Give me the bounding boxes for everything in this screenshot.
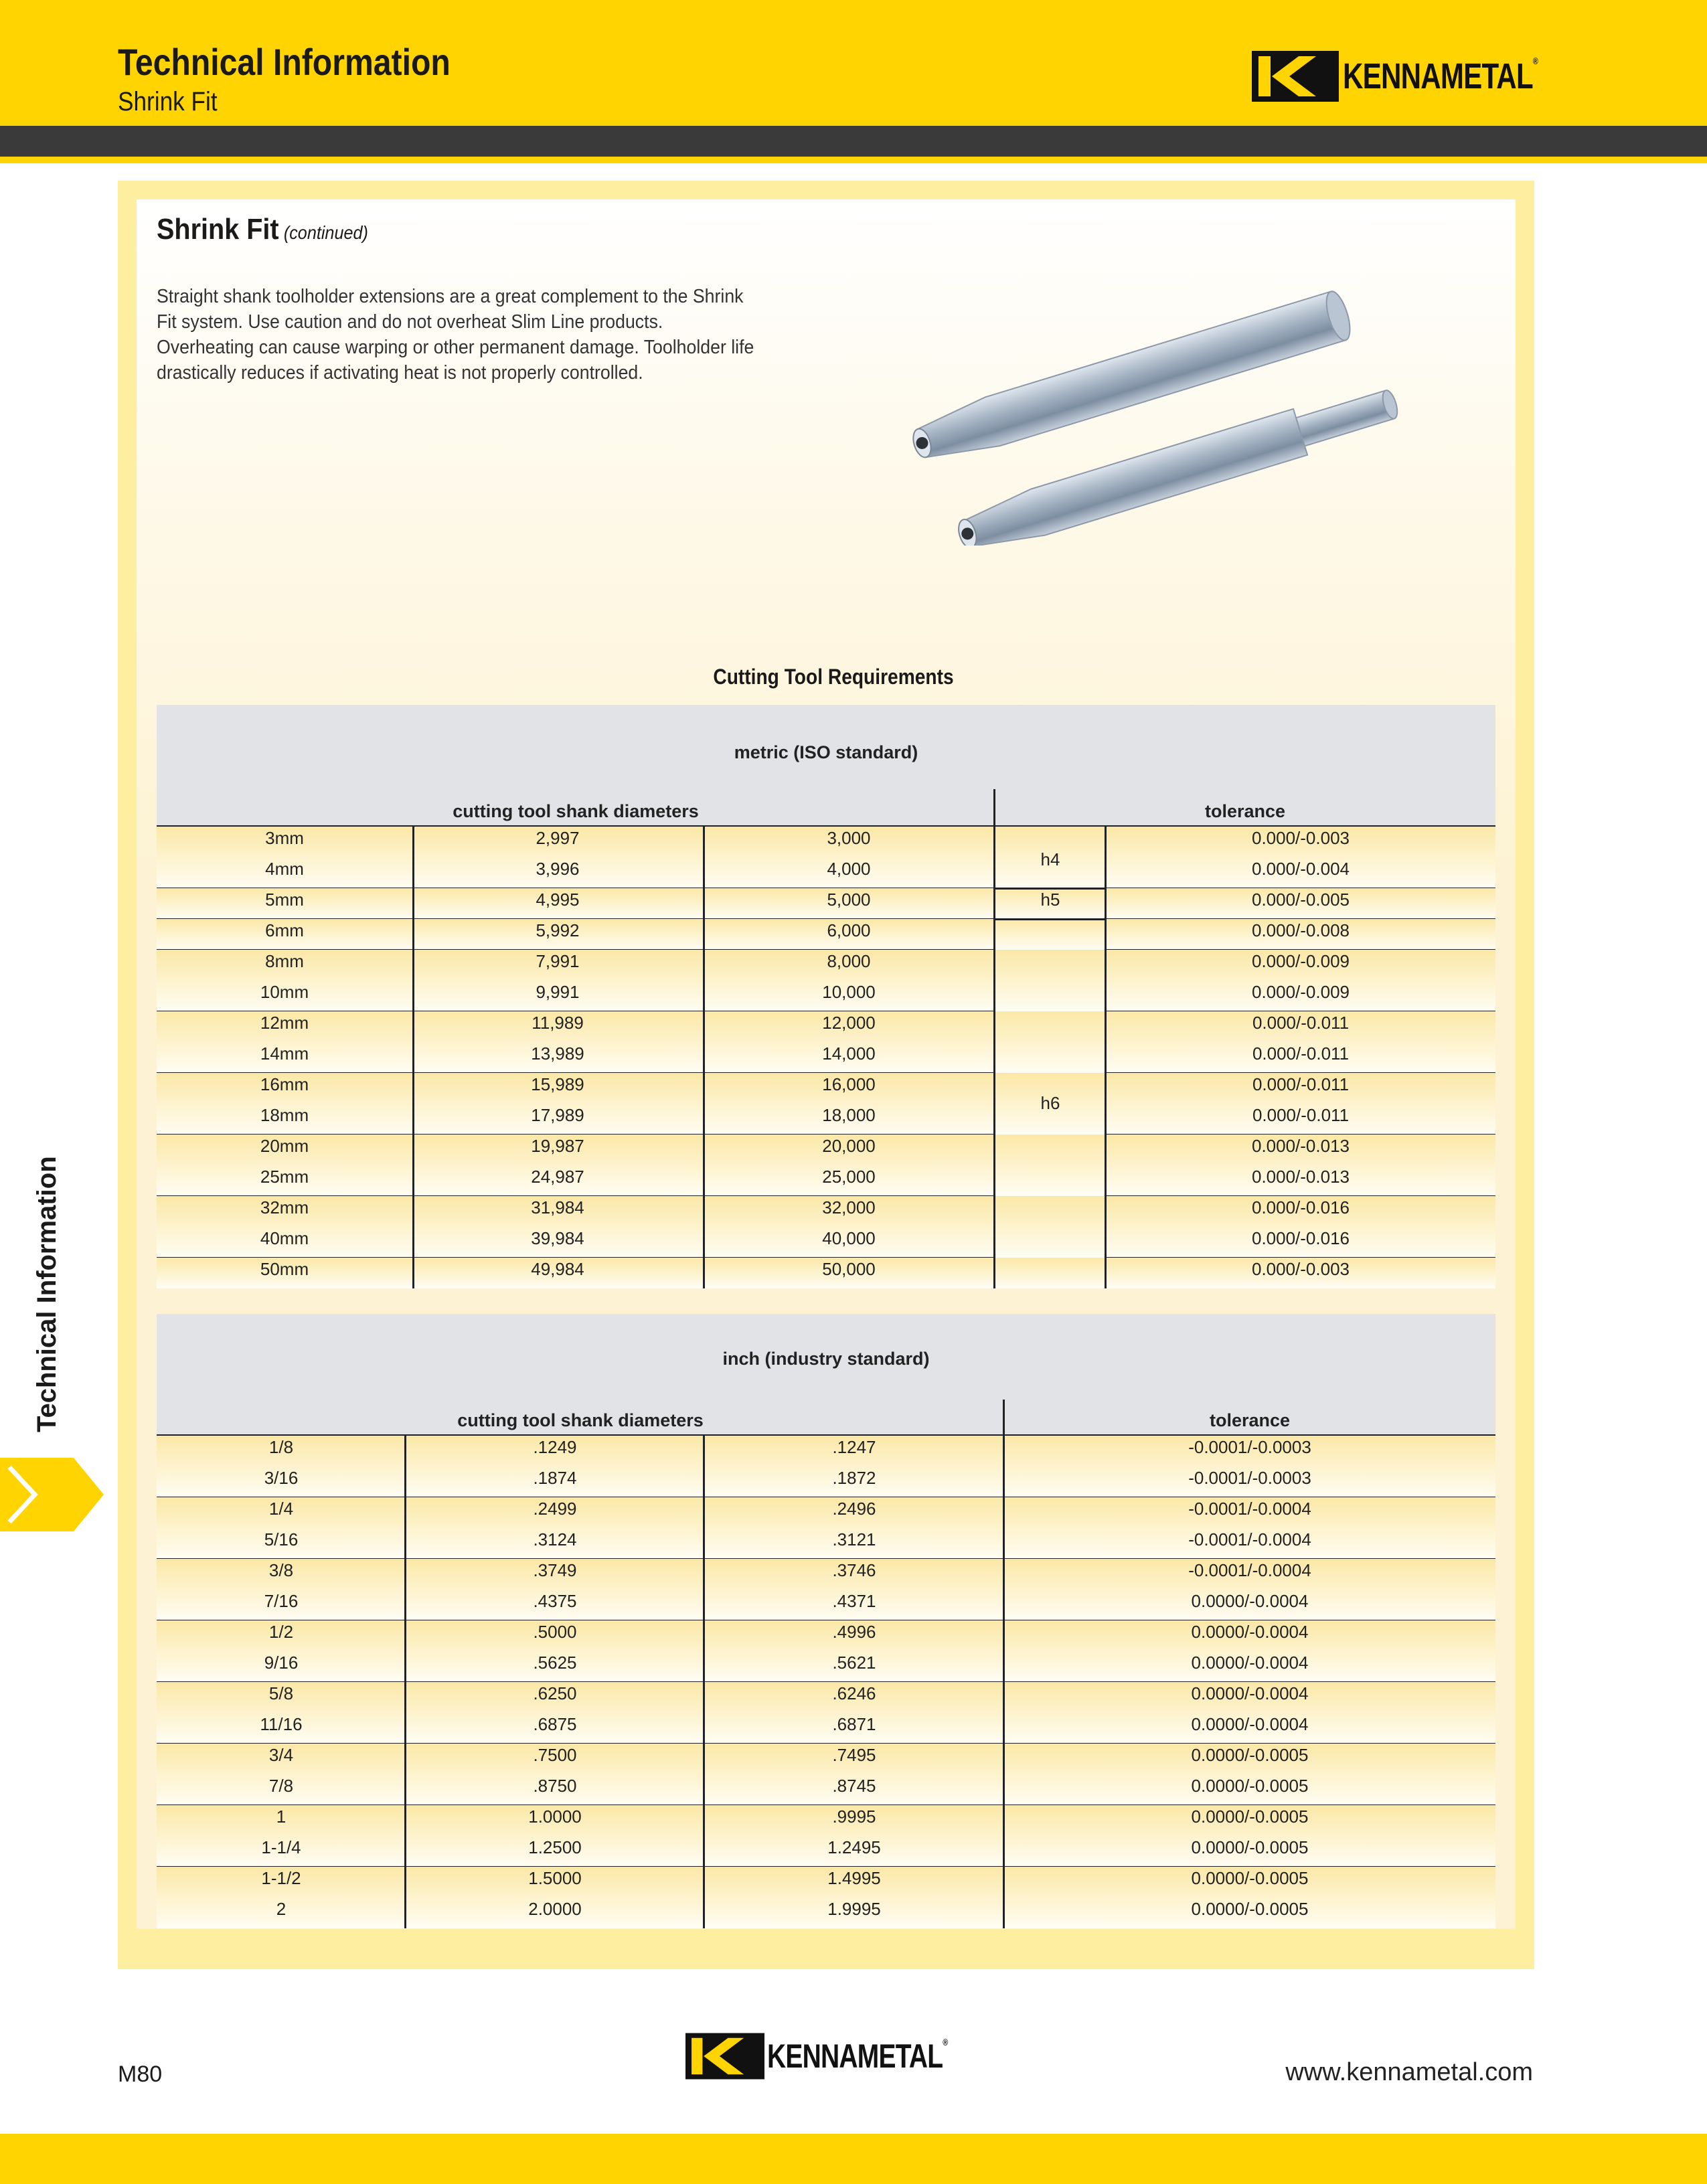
table-cell: .1872 (832, 1468, 876, 1488)
page-number: M80 (118, 2062, 163, 2087)
table-cell: 16,000 (822, 1074, 876, 1094)
table-cell: 1/8 (268, 1437, 294, 1457)
table-cell: .1874 (533, 1468, 577, 1488)
kennametal-logo-footer: KENNAMETAL® (685, 2031, 999, 2082)
side-tab-chevron-icon (0, 1458, 107, 1531)
table-cell: 8,000 (827, 951, 871, 971)
inch-table (157, 1314, 1495, 1930)
table-cell: .5000 (533, 1622, 577, 1642)
footer-bar (0, 2134, 1707, 2184)
table-cell: -0.0001/-0.0003 (1188, 1468, 1311, 1488)
table-cell: 3/16 (264, 1468, 299, 1488)
metric-table (157, 705, 1495, 1288)
table-cell: 0.000/-0.005 (1251, 890, 1350, 910)
table-cell: .1247 (832, 1437, 876, 1457)
table-cell: 2,997 (536, 828, 580, 848)
table-cell: 0.000/-0.008 (1251, 920, 1350, 940)
table-cell: 12,000 (822, 1013, 876, 1033)
table-cell: 0.0000/-0.0005 (1191, 1776, 1309, 1796)
table-cell: .6875 (533, 1714, 577, 1734)
table-cell: 5,992 (536, 920, 580, 940)
metric-col-tolerance: tolerance (1204, 801, 1286, 821)
table-cell: .8750 (533, 1776, 577, 1796)
table-cell: 6mm (265, 920, 304, 940)
table-cell: 10,000 (822, 982, 876, 1002)
table-cell: 5,000 (827, 890, 871, 910)
table-cell: 0.000/-0.009 (1251, 982, 1350, 1002)
table-cell: 0.000/-0.011 (1252, 1105, 1350, 1125)
table-cell: .6250 (533, 1683, 577, 1703)
table-cell: 40mm (260, 1228, 309, 1248)
section-title-text: Shrink Fit (157, 213, 279, 246)
table-cell: 1-1/2 (261, 1868, 301, 1888)
table-cell: 1.0000 (528, 1807, 582, 1827)
table-cell: 25,000 (822, 1167, 876, 1187)
table-cell: 1.2500 (528, 1837, 582, 1857)
table-cell: 3,000 (827, 828, 871, 848)
table-cell: .6246 (832, 1683, 876, 1703)
table-cell: .3746 (832, 1560, 876, 1580)
table-cell: .6871 (832, 1714, 876, 1734)
table-cell: 0.0000/-0.0005 (1191, 1868, 1309, 1888)
metric-col-diameters: cutting tool shank diameters (453, 801, 699, 821)
table-cell: .3749 (533, 1560, 577, 1580)
table-cell: .4996 (832, 1622, 876, 1642)
table-cell: 0.000/-0.004 (1251, 859, 1350, 879)
table-cell: .2499 (533, 1499, 577, 1519)
table-cell: 0.000/-0.011 (1252, 1043, 1350, 1064)
side-tab-label: Technical Information (32, 1156, 62, 1432)
tolerance-grade: h6 (1040, 1093, 1060, 1113)
table-cell: 4,995 (536, 890, 580, 910)
table-cell: .3124 (533, 1529, 577, 1549)
table-cell: 1.9995 (827, 1899, 881, 1919)
table-cell: 50,000 (822, 1259, 876, 1279)
table-cell: 24,987 (531, 1167, 584, 1187)
table-cell: 25mm (260, 1167, 309, 1187)
table-cell: 3,996 (536, 859, 580, 879)
logo-wordmark: KENNAMETAL (1343, 56, 1533, 96)
table-cell: 7,991 (536, 951, 580, 971)
table-cell: 32,000 (822, 1197, 876, 1217)
table-cell: 0.000/-0.013 (1251, 1136, 1350, 1156)
page-title: Technical Information (118, 41, 451, 83)
website-link[interactable]: www.kennametal.com (1285, 2058, 1533, 2086)
logo-wordmark: KENNAMETAL (767, 2037, 943, 2075)
table-cell: 0.0000/-0.0004 (1191, 1714, 1309, 1734)
table-cell: -0.0001/-0.0003 (1188, 1437, 1311, 1457)
table-cell: 49,984 (531, 1259, 584, 1279)
table-cell: 0.000/-0.009 (1251, 951, 1350, 971)
table-cell: 0.0000/-0.0004 (1191, 1622, 1309, 1642)
table-cell: 1/2 (268, 1622, 294, 1642)
toolholder-extensions-image (884, 231, 1473, 545)
kennametal-k-icon (1252, 51, 1339, 102)
table-cell: 0.0000/-0.0004 (1191, 1591, 1309, 1611)
table-cell: -0.0001/-0.0004 (1188, 1560, 1311, 1580)
table-cell: 6,000 (827, 920, 871, 940)
table-cell: 1 (276, 1807, 287, 1827)
table-cell: 13,989 (531, 1043, 584, 1064)
table-cell: 1-1/4 (261, 1837, 301, 1857)
table-cell: 9,991 (536, 982, 580, 1002)
kennametal-k-icon (685, 2031, 764, 2082)
table-cell: 1.2495 (827, 1837, 881, 1857)
metric-table-title: metric (ISO standard) (734, 742, 918, 762)
table-cell: .7500 (533, 1745, 577, 1765)
requirements-title: Cutting Tool Requirements (713, 665, 954, 689)
table-cell: 1.4995 (827, 1868, 881, 1888)
table-cell: 0.0000/-0.0004 (1191, 1683, 1309, 1703)
table-cell: .8745 (832, 1776, 876, 1796)
table-cell: 39,984 (531, 1228, 584, 1248)
table-cell: 18mm (260, 1105, 309, 1125)
table-cell: 0.000/-0.016 (1251, 1228, 1350, 1248)
inch-col-diameters: cutting tool shank diameters (457, 1410, 704, 1430)
table-cell: 5/8 (268, 1683, 294, 1703)
table-cell: 3mm (265, 828, 304, 848)
inch-table-title: inch (industry standard) (722, 1349, 930, 1369)
table-cell: 0.000/-0.003 (1251, 1259, 1350, 1279)
table-cell: .7495 (832, 1745, 876, 1765)
header-divider-bar (0, 126, 1707, 157)
table-cell: 20mm (260, 1136, 309, 1156)
table-cell: 19,987 (531, 1136, 584, 1156)
table-cell: 10mm (260, 982, 309, 1002)
table-cell: 5/16 (264, 1529, 299, 1549)
page-subtitle: Shrink Fit (118, 87, 218, 116)
section-continued: (continued) (283, 222, 368, 243)
table-cell: .5621 (832, 1653, 876, 1673)
table-cell: 0.000/-0.016 (1251, 1197, 1350, 1217)
table-cell: .5625 (533, 1653, 577, 1673)
table-cell: 40,000 (822, 1228, 876, 1248)
table-cell: 7/8 (268, 1776, 294, 1796)
table-cell: 0.000/-0.011 (1252, 1074, 1350, 1094)
table-cell: 0.0000/-0.0005 (1191, 1807, 1309, 1827)
table-cell: 18,000 (822, 1105, 876, 1125)
table-cell: .9995 (832, 1807, 876, 1827)
table-cell: -0.0001/-0.0004 (1188, 1499, 1311, 1519)
header-accent-line (0, 157, 1707, 163)
table-cell: 9/16 (264, 1653, 299, 1673)
table-cell: 16mm (260, 1074, 309, 1094)
table-cell: 11/16 (260, 1714, 303, 1734)
table-cell: 0.000/-0.013 (1251, 1167, 1350, 1187)
table-cell: 11,989 (532, 1013, 584, 1033)
table-cell: 14,000 (822, 1043, 876, 1064)
table-cell: .2496 (832, 1499, 876, 1519)
table-cell: .4375 (533, 1591, 577, 1611)
table-cell: 7/16 (264, 1591, 299, 1611)
table-cell: 17,989 (531, 1105, 584, 1125)
table-cell: 0.000/-0.003 (1251, 828, 1350, 848)
table-cell: 1.5000 (528, 1868, 582, 1888)
table-cell: 3/8 (268, 1560, 294, 1580)
table-cell: .4371 (832, 1591, 876, 1611)
table-cell: 1/4 (268, 1499, 294, 1519)
table-cell: 4mm (265, 859, 304, 879)
table-cell: 32mm (260, 1197, 309, 1217)
table-cell: .1249 (533, 1437, 577, 1457)
table-cell: 5mm (265, 890, 304, 910)
table-cell: 14mm (260, 1043, 309, 1064)
table-cell: 15,989 (531, 1074, 584, 1094)
table-cell: 12mm (260, 1013, 309, 1033)
table-cell: 0.0000/-0.0005 (1191, 1837, 1309, 1857)
kennametal-logo-header: KENNAMETAL® (1252, 51, 1593, 102)
table-cell: 0.000/-0.011 (1252, 1013, 1350, 1033)
tolerance-grade: h5 (1040, 890, 1060, 910)
section-description: Straight shank toolholder extensions are a great complement to the Shrink Fit system. Use caution and do not overheat Slim Line products. Overheating can cause warping or other permanent damage. Toolholder life drastically reduces if activating heat is not properly controlled. (157, 286, 754, 384)
table-cell: 4,000 (827, 859, 871, 879)
table-cell: 2.0000 (528, 1899, 582, 1919)
inch-col-tolerance: tolerance (1209, 1410, 1291, 1430)
table-cell: 0.0000/-0.0005 (1191, 1899, 1309, 1919)
table-cell: 50mm (260, 1259, 309, 1279)
table-cell: 20,000 (822, 1136, 876, 1156)
section-title (157, 213, 368, 246)
table-cell: .3121 (832, 1529, 876, 1549)
table-cell: 2 (276, 1899, 287, 1919)
table-cell: 8mm (265, 951, 304, 971)
table-cell: 31,984 (531, 1197, 584, 1217)
table-cell: 0.0000/-0.0005 (1191, 1745, 1309, 1765)
table-cell: 3/4 (268, 1745, 294, 1765)
table-cell: -0.0001/-0.0004 (1188, 1529, 1311, 1549)
tolerance-grade: h4 (1040, 849, 1060, 869)
table-cell: 0.0000/-0.0004 (1191, 1653, 1309, 1673)
